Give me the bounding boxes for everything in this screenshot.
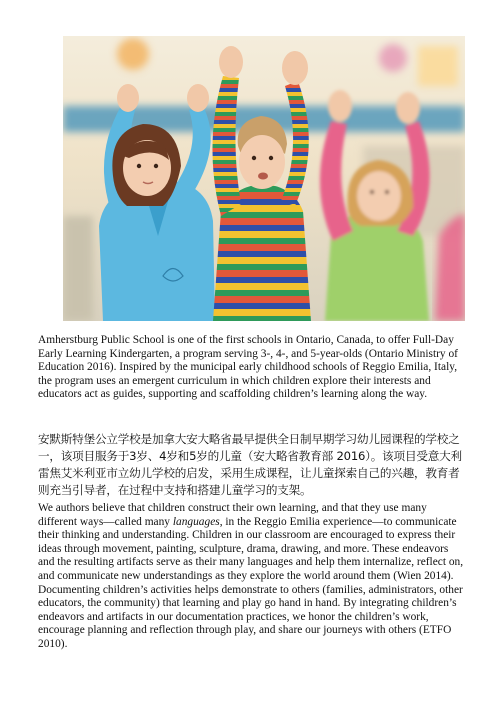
paragraph-chinese-translation: 安默斯特堡公立学校是加拿大安大略省最早提供全日制早期学习幼儿园课程的学校之一，该项目服务于3岁、4岁和5岁的儿童（安大略省教育部 2016）。该项目受意大利雷焦艾米利亚市立幼儿学校的启发，采用生成课程，让儿童探索自己的兴趣，教育者则充当引导者，在过程中支持和搭建儿童学习的支架。: [38, 432, 462, 497]
paragraph-english-intro: Amherstburg Public School is one of the first schools in Ontario, Canada, to offer Full-Day Early Learning Kindergarten, a program serving 3-, 4-, and 5-year-olds (Ontario Ministry of Education 2016). Inspired by the municipal early childhood schools of Reggio Emilia, Italy, the program uses an emergent curriculum in which children explore their interests and educators act as guides, supporting and scaffolding children’s learning along the way.: [38, 334, 458, 401]
children-raising-hands-photo: [63, 36, 465, 321]
paragraph-english-authors-belief: [38, 502, 466, 652]
paragraph-text-part: We authors believe that children construct their own learning, and that they use many different ways—called many: [38, 502, 427, 528]
italic-term-languages: languages: [172, 515, 220, 528]
photo-illustration: [63, 36, 465, 321]
paragraph-text-part: , in the Reggio Emilia experience—to communicate their thinking and understanding. Children in our classroom are encouraged to express their ideas through movement, painting, sculpture, drama, drawing, and more. These endeavors and the resulting artifacts serve as their many languages and help them internalize, reflect on, and communicate new understandings as they explore the world around them (Wien 2014). Documenting children’s activities helps demonstrate to others (families, administrators, other educators, the community) that learning and play go hand in hand. By integrating children’s endeavors and artifacts in our documentation practices, we honor the children’s work, encourage planning and reflection through play, and share our journeys with others (ETFO 2010).: [38, 515, 464, 650]
